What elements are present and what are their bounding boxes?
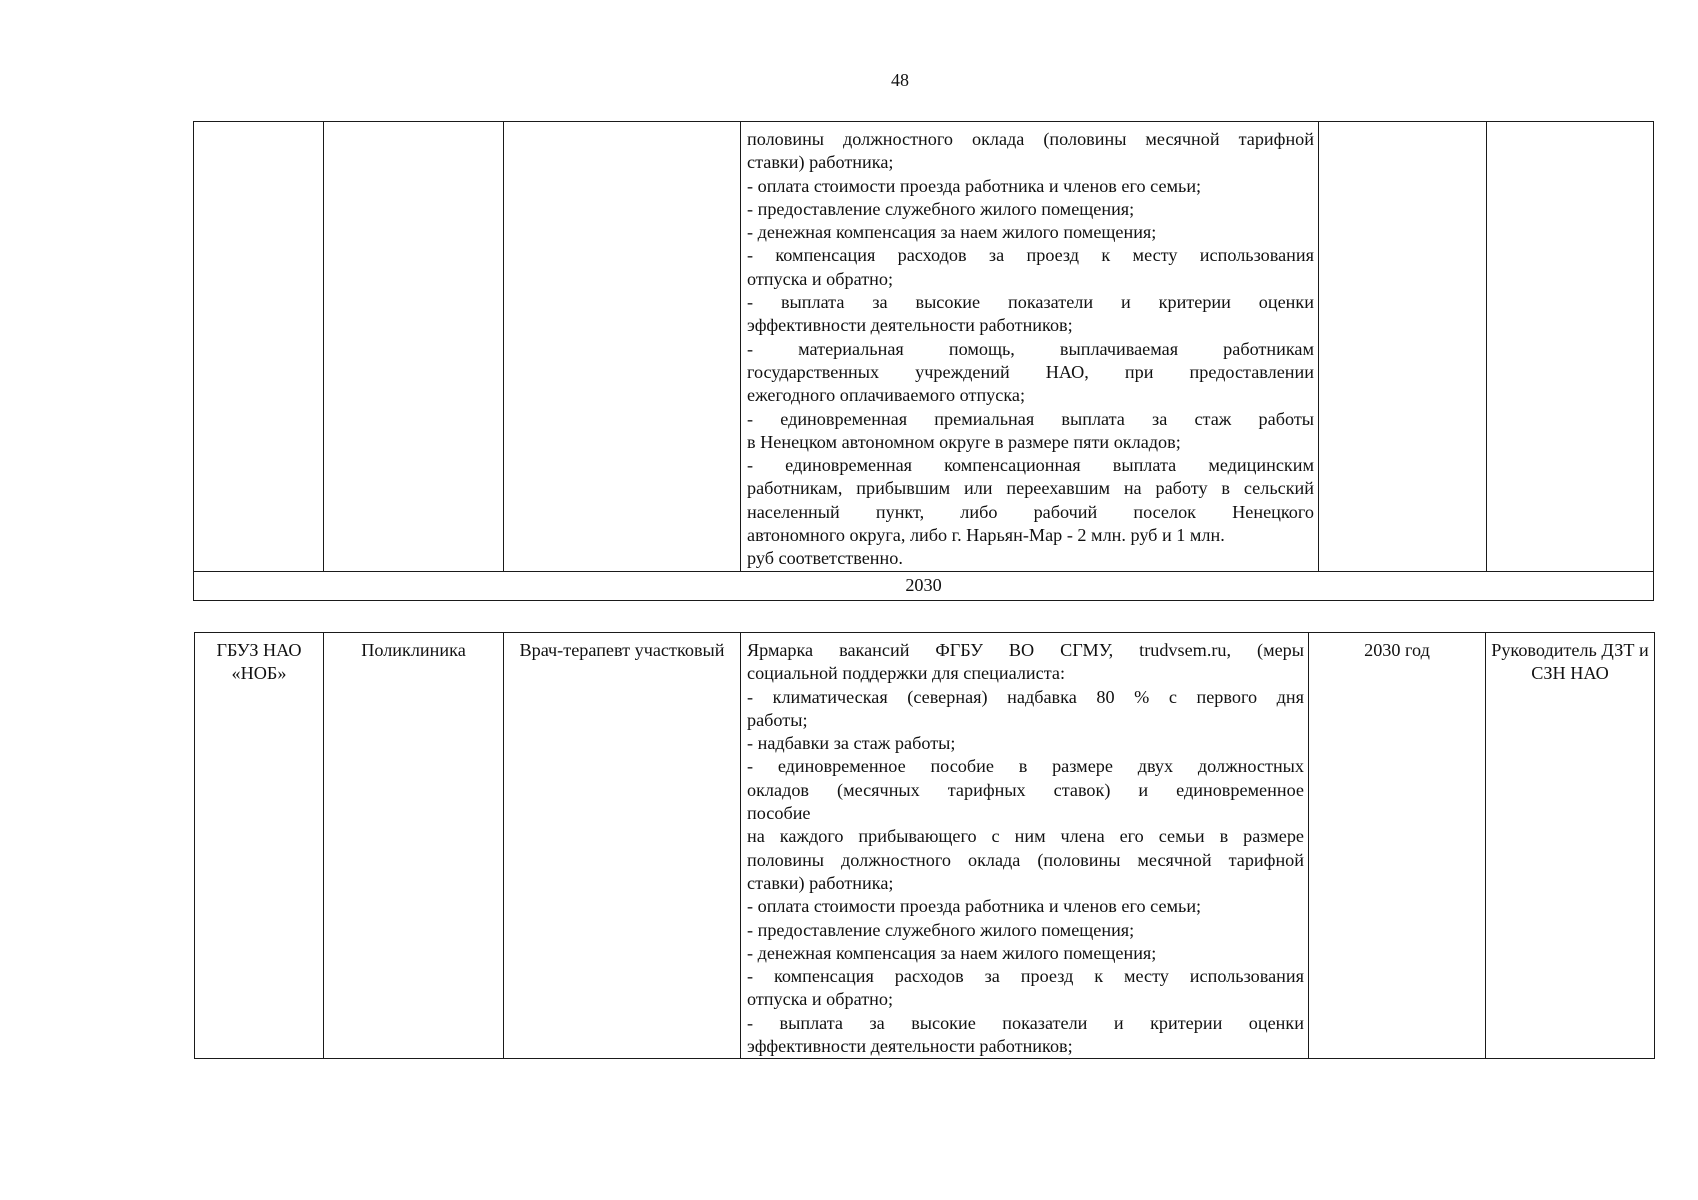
deadline-cell — [1319, 122, 1487, 572]
measures-line: ставки) работника; — [747, 152, 894, 173]
measures-line: работы; — [747, 709, 808, 730]
measures-line: - материальная помощь, выплачиваемая работникам — [747, 338, 1314, 359]
measures-line: - единовременная премиальная выплата за стаж работы — [747, 408, 1314, 429]
measures-line: - компенсация расходов за проезд к месту использования — [747, 966, 1304, 987]
measures-line: эффективности деятельности работников; — [747, 315, 1073, 336]
measures-line: эффективности деятельности работников; — [747, 1036, 1073, 1057]
measures-line: - единовременное пособие в размере двух должностных — [747, 756, 1304, 777]
measures-text — [747, 639, 1304, 1058]
page-number: 48 — [891, 70, 909, 90]
department-cell: Поликлиника — [324, 633, 504, 1059]
measures-line: в Ненецком автономном округе в размере пяти окладов; — [747, 431, 1181, 452]
measures-line: - оплата стоимости проезда работника и членов его семьи; — [747, 175, 1202, 196]
measures-line: половины должностного оклада (половины месячной тарифной — [747, 129, 1314, 149]
measures-line: - единовременная компенсационная выплата медицинским — [747, 455, 1314, 476]
position-cell: Врач-терапевт участковый — [504, 633, 741, 1059]
measures-line: - климатическая (северная) надбавка 80 % с первого дня — [747, 686, 1304, 707]
measures-line: - выплата за высокие показатели и критерии оценки — [747, 1012, 1304, 1033]
measures-line: - денежная компенсация за наем жилого помещения; — [747, 222, 1157, 243]
measures-line: социальной поддержки для специалиста: — [747, 663, 1065, 684]
measures-line: государственных учреждений НАО, при предоставлении — [747, 361, 1314, 382]
measures-line: - предоставление служебного жилого помещения; — [747, 198, 1135, 219]
responsible-cell: Руководитель ДЗТ и СЗН НАО — [1486, 633, 1655, 1059]
measures-line: - предоставление служебного жилого помещения; — [747, 919, 1135, 940]
top-table — [193, 121, 1654, 601]
measures-line: - оплата стоимости проезда работника и членов его семьи; — [747, 896, 1202, 917]
year-row — [194, 571, 1654, 600]
measures-line: руб соответственно. — [747, 548, 903, 569]
measures-line: на каждого прибывающего с ним члена его семьи в размере — [747, 826, 1304, 847]
measures-line: окладов (месячных тарифных ставок) и единовременное — [747, 779, 1304, 800]
measures-cell — [741, 122, 1319, 572]
measures-line: - надбавки за стаж работы; — [747, 733, 956, 754]
responsible-cell — [1487, 122, 1654, 572]
measures-line: отпуска и обратно; — [747, 989, 894, 1010]
measures-line: - денежная компенсация за наем жилого помещения; — [747, 942, 1157, 963]
department-cell — [324, 122, 504, 572]
measures-line: Ярмарка вакансий ФГБУ ВО СГМУ, trudvsem.ru, (меры — [747, 640, 1304, 660]
measures-line: ставки) работника; — [747, 872, 894, 893]
table-row — [195, 633, 1655, 1059]
deadline-cell: 2030 год — [1309, 633, 1486, 1059]
measures-line: отпуска и обратно; — [747, 268, 894, 289]
measures-text — [747, 128, 1314, 571]
measures-cell — [741, 633, 1309, 1059]
measures-line: пособие — [747, 803, 811, 824]
measures-line: автономного округа, либо г. Нарьян-Мар - 2 млн. руб и 1 млн. — [747, 525, 1225, 546]
measures-line: половины должностного оклада (половины месячной тарифной — [747, 849, 1304, 870]
bottom-table — [194, 632, 1655, 1059]
organization-cell: ГБУЗ НАО «НОБ» — [195, 633, 324, 1059]
table-row — [194, 122, 1654, 572]
position-cell — [504, 122, 741, 572]
measures-line: работникам, прибывшим или переехавшим на работу в сельский — [747, 478, 1314, 499]
measures-line: - выплата за высокие показатели и критерии оценки — [747, 292, 1314, 313]
measures-line: ежегодного оплачиваемого отпуска; — [747, 385, 1026, 406]
year-cell: 2030 — [194, 571, 1654, 600]
measures-line: населенный пункт, либо рабочий поселок Ненецкого — [747, 501, 1314, 522]
measures-line: - компенсация расходов за проезд к месту использования — [747, 245, 1314, 266]
organization-cell — [194, 122, 324, 572]
